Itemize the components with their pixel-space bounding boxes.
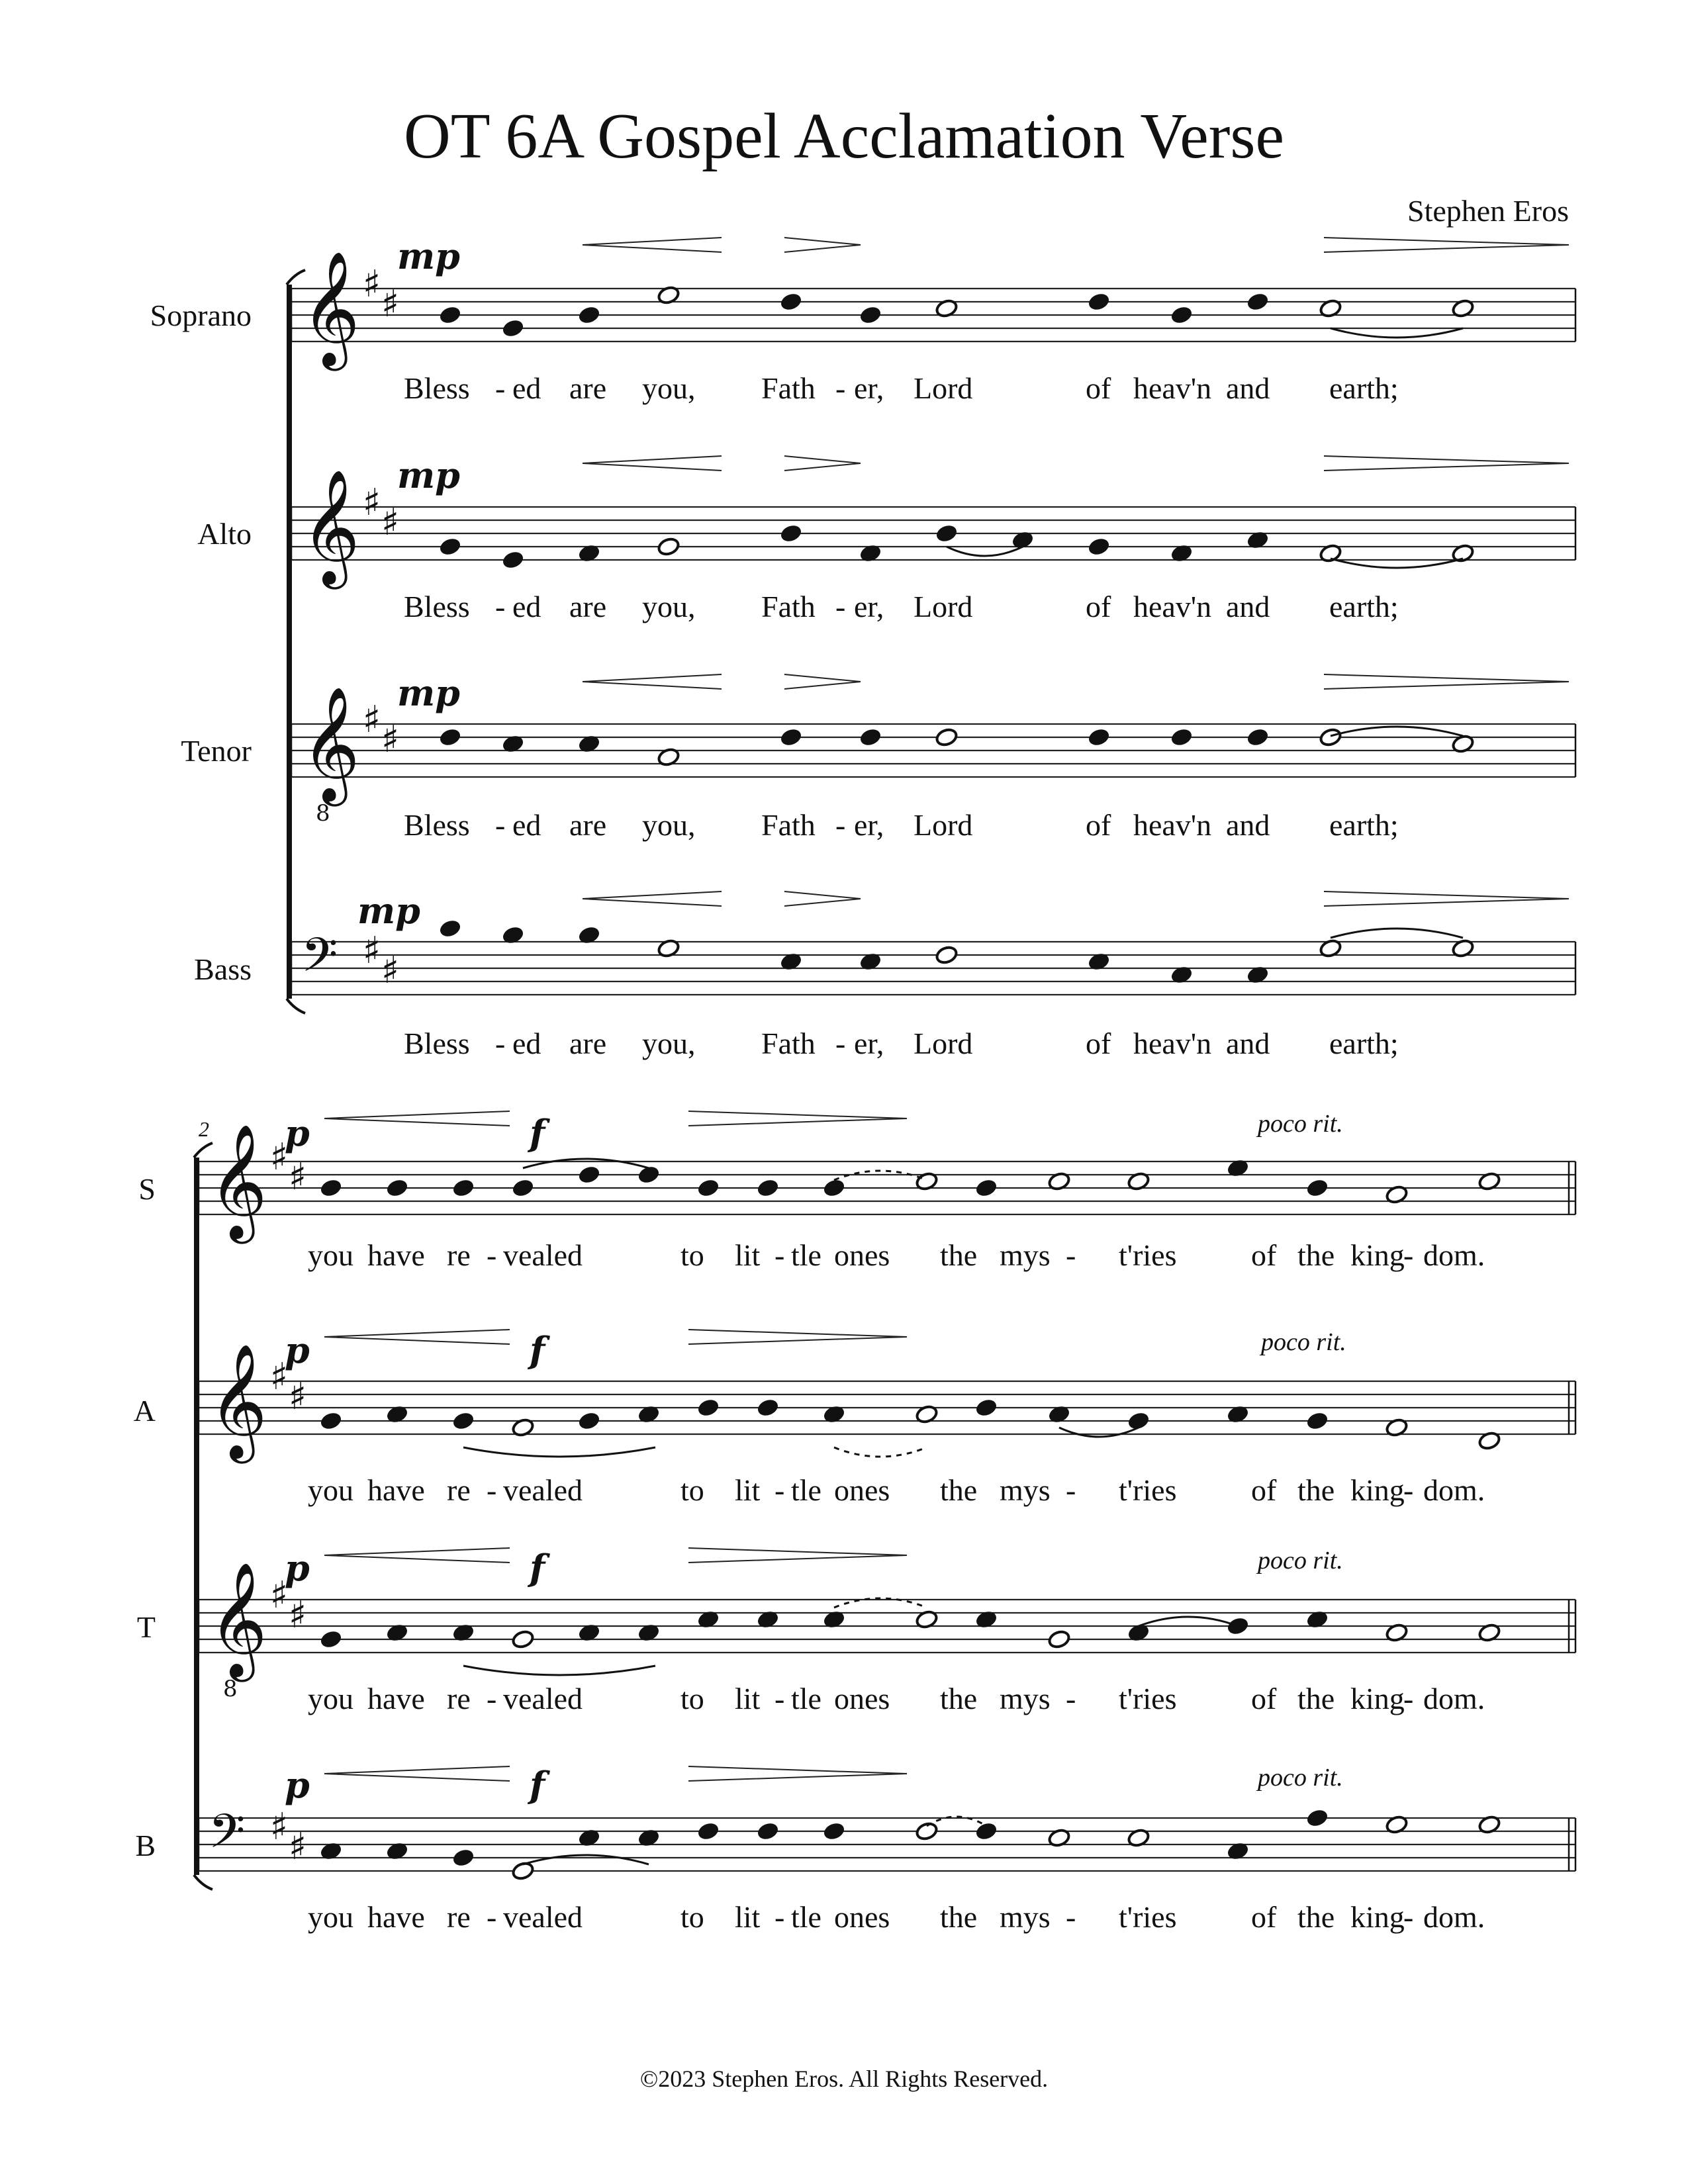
- slur: [947, 547, 1023, 556]
- lyric-syllable: and: [1226, 808, 1270, 842]
- lyric-syllable: mys: [1000, 1238, 1051, 1272]
- lyric-syllable: re: [447, 1900, 471, 1934]
- lyric-hyphen: -: [487, 1682, 497, 1715]
- lyric-hyphen: -: [1403, 1682, 1414, 1715]
- lyric-syllable: you: [308, 1682, 353, 1715]
- lyric-syllable: lit: [735, 1238, 761, 1272]
- lyric-syllable: have: [367, 1682, 425, 1715]
- decrescendo-hairpin: [688, 1548, 907, 1563]
- quarter-note: [1246, 727, 1270, 748]
- quarter-note: [451, 1848, 475, 1868]
- lyric-syllable: the: [1297, 1238, 1335, 1272]
- lyric-syllable: and: [1226, 1026, 1270, 1060]
- lyric-hyphen: -: [835, 1026, 846, 1060]
- lyric-syllable: earth;: [1329, 590, 1399, 623]
- lyric-syllable: vealed: [503, 1682, 583, 1715]
- quarter-note: [1087, 292, 1111, 312]
- lyric-syllable: Lord: [914, 371, 973, 405]
- lyric-syllable: of: [1251, 1473, 1277, 1507]
- decrescendo-hairpin: [1324, 891, 1569, 906]
- lyric-hyphen: -: [1066, 1238, 1076, 1272]
- sharp-icon: ♯: [289, 1375, 307, 1418]
- lyric-hyphen: -: [835, 371, 846, 405]
- lyric-syllable: tle: [791, 1900, 821, 1934]
- slur: [1139, 1617, 1238, 1626]
- lyric-syllable: t'ries: [1119, 1900, 1177, 1934]
- lyric-syllable: you,: [642, 371, 696, 405]
- treble-clef-icon: 𝄞: [209, 1562, 267, 1677]
- lyric-syllable: er,: [854, 590, 884, 623]
- voice-label-bass: Bass: [194, 952, 252, 986]
- lyric-syllable: Fath: [761, 371, 816, 405]
- decrescendo-hairpin: [1324, 238, 1569, 252]
- lyric-syllable: the: [940, 1900, 978, 1934]
- lyric-hyphen: -: [835, 808, 846, 842]
- lyric-hyphen: -: [495, 371, 506, 405]
- quarter-note: [859, 305, 882, 326]
- quarter-note: [451, 1411, 475, 1432]
- quarter-note: [438, 537, 462, 557]
- quarter-note: [822, 1178, 846, 1199]
- quarter-note: [974, 1178, 998, 1199]
- measure-number: 2: [199, 1117, 209, 1141]
- slur: [1059, 1428, 1139, 1437]
- half-note: [1047, 1629, 1071, 1650]
- lyric-syllable: king: [1350, 1238, 1405, 1272]
- voice-label-tenor: Tenor: [181, 734, 252, 768]
- lyric-syllable: Lord: [914, 808, 973, 842]
- lyric-syllable: to: [680, 1682, 704, 1715]
- lyric-syllable: lit: [735, 1682, 761, 1715]
- lyric-syllable: heav'n: [1133, 590, 1212, 623]
- lyric-syllable: and: [1226, 371, 1270, 405]
- lyric-syllable: mys: [1000, 1682, 1051, 1715]
- decrescendo-hairpin: [1324, 456, 1569, 471]
- lyric-syllable: Bless: [404, 590, 470, 623]
- dynamic-piano-t: p: [285, 1547, 310, 1589]
- octave-marker: 8: [223, 1676, 238, 1702]
- lyric-syllable: of: [1086, 808, 1111, 842]
- voice-label-a: A: [133, 1394, 156, 1428]
- bass-clef-icon: 𝄢: [301, 928, 338, 994]
- tempo-marking-s: poco rit.: [1258, 1110, 1343, 1138]
- lyric-hyphen: -: [774, 1682, 785, 1715]
- slur: [1331, 727, 1463, 736]
- quarter-note: [1305, 1178, 1329, 1199]
- voice-label-soprano: Soprano: [150, 298, 252, 332]
- lyric-syllable: dom.: [1423, 1900, 1485, 1934]
- tempo-marking-a: poco rit.: [1261, 1328, 1346, 1356]
- lyric-syllable: earth;: [1329, 808, 1399, 842]
- lyric-syllable: dom.: [1423, 1238, 1485, 1272]
- quarter-note: [319, 1629, 343, 1650]
- lyric-syllable: have: [367, 1473, 425, 1507]
- decrescendo-hairpin: [784, 238, 861, 252]
- quarter-note: [1170, 727, 1194, 748]
- lyric-syllable: Fath: [761, 590, 816, 623]
- lyric-syllable: earth;: [1329, 371, 1399, 405]
- lyric-syllable: re: [447, 1473, 471, 1507]
- lyric-syllable: Lord: [914, 1026, 973, 1060]
- lyric-hyphen: -: [1066, 1682, 1076, 1715]
- lyric-hyphen: -: [774, 1473, 785, 1507]
- quarter-note: [438, 727, 462, 748]
- quarter-note: [974, 1398, 998, 1418]
- half-note: [935, 727, 959, 748]
- dynamic-soprano: mp: [397, 235, 460, 277]
- sharp-icon: ♯: [363, 481, 381, 524]
- decrescendo-hairpin: [688, 1330, 907, 1344]
- lyric-hyphen: -: [495, 1026, 506, 1060]
- quarter-note: [1246, 292, 1270, 312]
- quarter-note: [577, 1165, 601, 1185]
- lyric-syllable: ed: [512, 371, 541, 405]
- quarter-note: [696, 1178, 720, 1199]
- lyric-syllable: ed: [512, 1026, 541, 1060]
- lyric-syllable: to: [680, 1473, 704, 1507]
- tempo-marking-t: poco rit.: [1258, 1547, 1343, 1574]
- dynamic-bass: mp: [357, 889, 420, 932]
- quarter-note: [779, 523, 803, 544]
- treble-clef-icon: 𝄞: [301, 251, 360, 366]
- quarter-note: [577, 305, 601, 326]
- lyric-syllable: of: [1251, 1900, 1277, 1934]
- lyric-syllable: Fath: [761, 808, 816, 842]
- composer-name: Stephen Eros: [1407, 194, 1569, 228]
- dashed-slur: [834, 1447, 927, 1457]
- lyric-syllable: mys: [1000, 1473, 1051, 1507]
- sharp-icon: ♯: [363, 263, 381, 306]
- lyric-syllable: the: [1297, 1900, 1335, 1934]
- crescendo-hairpin: [583, 674, 722, 689]
- sharp-icon: ♯: [289, 1825, 307, 1868]
- octave-marker: 8: [316, 800, 330, 827]
- dynamic-alto: mp: [397, 454, 460, 496]
- slur: [463, 1447, 655, 1457]
- lyric-hyphen: -: [835, 590, 846, 623]
- lyric-syllable: mys: [1000, 1900, 1051, 1934]
- lyric-syllable: re: [447, 1238, 471, 1272]
- lyric-syllable: have: [367, 1900, 425, 1934]
- lyric-syllable: t'ries: [1119, 1473, 1177, 1507]
- lyric-syllable: heav'n: [1133, 371, 1212, 405]
- quarter-note: [935, 523, 959, 544]
- quarter-note: [859, 727, 882, 748]
- lyric-syllable: you: [308, 1473, 353, 1507]
- lyric-syllable: er,: [854, 808, 884, 842]
- sharp-icon: ♯: [289, 1594, 307, 1637]
- lyric-hyphen: -: [487, 1473, 497, 1507]
- voice-label-s: S: [138, 1172, 156, 1206]
- bracket-hook: [287, 999, 305, 1013]
- lyric-syllable: ones: [834, 1682, 890, 1715]
- quarter-note: [501, 550, 525, 570]
- bass-clef-icon: 𝄢: [209, 1804, 246, 1870]
- lyric-syllable: of: [1251, 1682, 1277, 1715]
- crescendo-hairpin: [324, 1548, 510, 1563]
- treble-clef-icon: 𝄞: [209, 1124, 267, 1239]
- crescendo-hairpin: [583, 456, 722, 471]
- crescendo-hairpin: [583, 891, 722, 906]
- sharp-icon: ♯: [381, 949, 400, 992]
- lyric-syllable: heav'n: [1133, 1026, 1212, 1060]
- lyric-syllable: er,: [854, 371, 884, 405]
- lyric-syllable: dom.: [1423, 1682, 1485, 1715]
- lyric-hyphen: -: [1066, 1473, 1076, 1507]
- quarter-note: [501, 318, 525, 339]
- lyric-syllable: and: [1226, 590, 1270, 623]
- lyric-syllable: you,: [642, 808, 696, 842]
- tempo-marking-b: poco rit.: [1258, 1764, 1343, 1792]
- sharp-icon: ♯: [363, 698, 381, 741]
- lyric-syllable: dom.: [1423, 1473, 1485, 1507]
- sharp-icon: ♯: [270, 1574, 289, 1617]
- score-title: OT 6A Gospel Acclamation Verse: [403, 101, 1285, 172]
- half-note: [657, 537, 680, 557]
- quarter-note: [696, 1821, 720, 1842]
- slur: [1331, 929, 1463, 938]
- lyric-syllable: ones: [834, 1900, 890, 1934]
- lyric-syllable: ones: [834, 1238, 890, 1272]
- quarter-note: [779, 292, 803, 312]
- lyric-hyphen: -: [774, 1900, 785, 1934]
- lyric-syllable: of: [1086, 1026, 1111, 1060]
- lyric-syllable: you,: [642, 1026, 696, 1060]
- lyric-syllable: are: [569, 371, 607, 405]
- bracket-hook: [194, 1875, 212, 1889]
- voice-label-alto: Alto: [197, 517, 252, 551]
- slur: [1331, 328, 1463, 338]
- lyric-syllable: are: [569, 590, 607, 623]
- lyric-syllable: you: [308, 1900, 353, 1934]
- quarter-note: [756, 1821, 780, 1842]
- lyric-syllable: heav'n: [1133, 808, 1212, 842]
- quarter-note: [319, 1178, 343, 1199]
- lyric-syllable: king: [1350, 1900, 1405, 1934]
- lyric-syllable: vealed: [503, 1900, 583, 1934]
- lyric-syllable: Lord: [914, 590, 973, 623]
- half-note: [915, 1821, 939, 1842]
- quarter-note: [438, 305, 462, 326]
- lyric-syllable: you: [308, 1238, 353, 1272]
- dynamic-forte-t: f: [530, 1547, 545, 1589]
- decrescendo-hairpin: [784, 674, 861, 689]
- quarter-note: [1170, 305, 1194, 326]
- lyric-hyphen: -: [487, 1238, 497, 1272]
- quarter-note: [1087, 537, 1111, 557]
- dynamic-piano-b: p: [285, 1764, 310, 1806]
- lyric-hyphen: -: [495, 590, 506, 623]
- dynamic-tenor: mp: [397, 672, 460, 714]
- lyric-syllable: Bless: [404, 371, 470, 405]
- lyric-syllable: t'ries: [1119, 1238, 1177, 1272]
- quarter-note: [451, 1178, 475, 1199]
- lyric-syllable: tle: [791, 1473, 821, 1507]
- quarter-note: [438, 919, 462, 939]
- quarter-note: [756, 1178, 780, 1199]
- decrescendo-hairpin: [688, 1766, 907, 1781]
- lyric-syllable: the: [1297, 1682, 1335, 1715]
- lyric-syllable: vealed: [503, 1473, 583, 1507]
- lyric-syllable: to: [680, 1900, 704, 1934]
- quarter-note: [577, 1411, 601, 1432]
- sharp-icon: ♯: [270, 1805, 289, 1848]
- crescendo-hairpin: [324, 1111, 510, 1126]
- decrescendo-hairpin: [784, 456, 861, 471]
- crescendo-hairpin: [324, 1330, 510, 1344]
- lyric-syllable: earth;: [1329, 1026, 1399, 1060]
- lyric-syllable: to: [680, 1238, 704, 1272]
- sharp-icon: ♯: [363, 929, 381, 972]
- dynamic-piano-s: p: [285, 1112, 310, 1154]
- lyric-syllable: king: [1350, 1682, 1405, 1715]
- quarter-note: [1305, 1411, 1329, 1432]
- copyright-notice: ©2023 Stephen Eros. All Rights Reserved.: [639, 2066, 1049, 2092]
- voice-label-b: B: [135, 1829, 156, 1862]
- lyric-hyphen: -: [1403, 1238, 1414, 1272]
- decrescendo-hairpin: [1324, 674, 1569, 689]
- lyric-syllable: lit: [735, 1473, 761, 1507]
- treble-clef-icon: 𝄞: [301, 469, 360, 584]
- lyric-syllable: the: [940, 1473, 978, 1507]
- dynamic-forte-a: f: [530, 1329, 545, 1371]
- lyric-syllable: have: [367, 1238, 425, 1272]
- quarter-note: [319, 1411, 343, 1432]
- crescendo-hairpin: [583, 238, 722, 252]
- treble-clef-icon: 𝄞: [209, 1343, 267, 1459]
- lyric-syllable: tle: [791, 1238, 821, 1272]
- lyric-syllable: of: [1251, 1238, 1277, 1272]
- dynamic-piano-a: p: [285, 1329, 310, 1371]
- lyric-syllable: of: [1086, 371, 1111, 405]
- lyric-syllable: ones: [834, 1473, 890, 1507]
- dynamic-forte-b: f: [530, 1764, 545, 1806]
- lyric-syllable: er,: [854, 1026, 884, 1060]
- lyric-syllable: t'ries: [1119, 1682, 1177, 1715]
- decrescendo-hairpin: [784, 891, 861, 906]
- lyric-syllable: king: [1350, 1473, 1405, 1507]
- lyric-syllable: the: [1297, 1473, 1335, 1507]
- lyric-syllable: vealed: [503, 1238, 583, 1272]
- lyric-syllable: tle: [791, 1682, 821, 1715]
- slur: [463, 1666, 655, 1675]
- sharp-icon: ♯: [381, 501, 400, 544]
- lyric-syllable: Bless: [404, 808, 470, 842]
- half-note: [511, 1629, 535, 1650]
- quarter-note: [385, 1178, 409, 1199]
- half-note: [1319, 727, 1342, 748]
- lyric-hyphen: -: [774, 1238, 785, 1272]
- lyric-syllable: lit: [735, 1900, 761, 1934]
- lyric-hyphen: -: [1066, 1900, 1076, 1934]
- lyric-syllable: the: [940, 1238, 978, 1272]
- quarter-note: [756, 1398, 780, 1418]
- quarter-note: [1087, 727, 1111, 748]
- lyric-hyphen: -: [487, 1900, 497, 1934]
- half-note: [935, 945, 959, 966]
- sharp-icon: ♯: [381, 718, 400, 761]
- voice-label-t: T: [136, 1610, 156, 1644]
- quarter-note: [779, 727, 803, 748]
- lyric-syllable: you,: [642, 590, 696, 623]
- quarter-note: [1305, 1808, 1329, 1829]
- quarter-note: [696, 1398, 720, 1418]
- quarter-note: [822, 1821, 846, 1842]
- lyric-hyphen: -: [1403, 1473, 1414, 1507]
- sharp-icon: ♯: [289, 1156, 307, 1199]
- crescendo-hairpin: [324, 1766, 510, 1781]
- slur: [523, 1159, 649, 1168]
- treble-clef-icon: 𝄞: [301, 686, 360, 801]
- decrescendo-hairpin: [688, 1111, 907, 1126]
- lyric-syllable: Fath: [761, 1026, 816, 1060]
- lyric-syllable: re: [447, 1682, 471, 1715]
- sharp-icon: ♯: [381, 283, 400, 326]
- lyric-syllable: are: [569, 1026, 607, 1060]
- quarter-note: [974, 1821, 998, 1842]
- lyric-syllable: Bless: [404, 1026, 470, 1060]
- lyric-hyphen: -: [1403, 1900, 1414, 1934]
- lyric-syllable: the: [940, 1682, 978, 1715]
- quarter-note: [511, 1178, 535, 1199]
- lyric-syllable: are: [569, 808, 607, 842]
- lyric-syllable: of: [1086, 590, 1111, 623]
- lyric-hyphen: -: [495, 808, 506, 842]
- sharp-icon: ♯: [270, 1136, 289, 1179]
- slur: [523, 1855, 649, 1864]
- lyric-syllable: ed: [512, 808, 541, 842]
- lyric-syllable: ed: [512, 590, 541, 623]
- dynamic-forte-s: f: [530, 1112, 545, 1154]
- sharp-icon: ♯: [270, 1355, 289, 1398]
